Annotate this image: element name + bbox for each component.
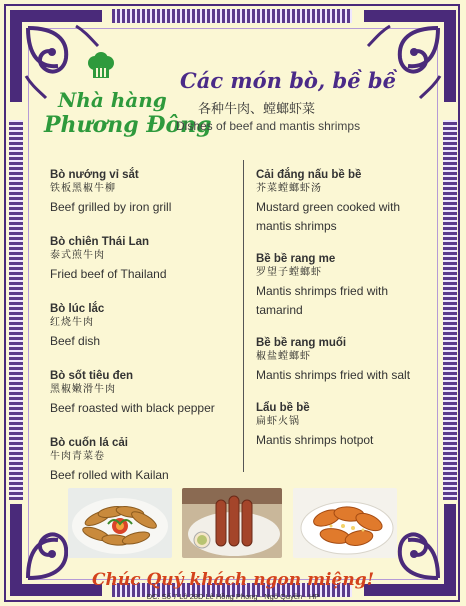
- logo-name-line2: Phương Đông: [44, 112, 212, 138]
- frame-band-left: [9, 120, 23, 500]
- menu-item: [256, 336, 436, 385]
- dish-name-vi: Bề bề rang muối: [256, 337, 347, 349]
- dish-name-zh: 泰式煎牛肉: [50, 250, 105, 261]
- dish-name-vi: Bò chiên Thái Lan: [50, 236, 150, 248]
- dish-name-zh: 椒盐螳螂虾: [256, 351, 311, 362]
- section-title-zh: 各种牛肉、螳螂虾菜: [198, 102, 316, 117]
- dish-name-vi: Bề bề rang me: [256, 253, 336, 265]
- dish-name-en: Fried beef of Thailand: [50, 267, 167, 281]
- dish-name-en-cont: tamarind: [256, 303, 303, 317]
- column-divider: [243, 160, 244, 472]
- menu-item: [50, 235, 240, 284]
- frame-band-top: [112, 9, 352, 23]
- footer-slogan: Chúc Quý khách ngon miệng!: [91, 570, 375, 590]
- dish-name-vi: Bò lúc lắc: [50, 303, 105, 315]
- menu-column-left: [50, 168, 240, 503]
- dish-name-en: Mustard green cooked with: [256, 200, 401, 214]
- dish-name-en: Beef dish: [50, 334, 101, 348]
- dish-name-zh: 铁板黑椒牛柳: [50, 183, 116, 194]
- dish-name-en: Beef rolled with Kailan: [50, 468, 169, 482]
- dish-name-zh: 牛肉青菜卷: [50, 451, 105, 462]
- menu-column-right: [256, 168, 436, 466]
- menu-item: [50, 436, 240, 485]
- dish-name-vi: Bò cuốn lá cải: [50, 437, 128, 449]
- dish-name-vi: Cải đắng nấu bề bề: [256, 169, 362, 181]
- frame-band-right: [443, 120, 457, 500]
- dish-name-zh: 黑椒嫩滑牛肉: [50, 384, 116, 395]
- dish-name-en: Mantis shrimps fried with salt: [256, 368, 411, 382]
- dish-name-en-cont: mantis shrimps: [256, 219, 337, 233]
- menu-item: [50, 302, 240, 351]
- dish-photo-salted-shrimps: [293, 488, 397, 558]
- dish-name-en: Mantis shrimps fried with: [256, 284, 389, 298]
- menu-item: [50, 369, 240, 418]
- dish-name-zh: 芥菜螳螂虾汤: [256, 183, 322, 194]
- dish-name-zh: 红烧牛肉: [50, 317, 94, 328]
- restaurant-logo: [42, 52, 212, 142]
- menu-item: [256, 401, 436, 450]
- section-title-vi: Các món bò, bề bề: [180, 68, 396, 93]
- menu-item: [256, 168, 436, 236]
- dish-photo-shrimp-plate: [182, 488, 282, 558]
- dish-name-vi: Bò nướng vỉ sắt: [50, 169, 139, 181]
- dish-name-en: Beef grilled by iron grill: [50, 200, 172, 214]
- dish-name-vi: Bò sốt tiêu đen: [50, 370, 134, 382]
- menu-item: [50, 168, 240, 217]
- dish-name-en: Mantis shrimps hotpot: [256, 433, 374, 447]
- dish-name-zh: 扁虾火锅: [256, 416, 300, 427]
- footer-address: ĐC: Số 7 Lô 28D Lê Hồng Phong - Ngô Quyền - HP: [146, 592, 320, 601]
- section-title-en: Dishes of beef and mantis shrimps: [176, 119, 361, 133]
- menu-item: [256, 252, 436, 320]
- dish-name-zh: 罗望子螳螂虾: [256, 267, 322, 278]
- logo-name-line1: Nhà hàng: [58, 88, 167, 112]
- chef-hat-icon: [86, 52, 116, 82]
- dish-photo-fried-shrimps: [68, 488, 172, 558]
- dish-name-en: Beef roasted with black pepper: [50, 401, 215, 415]
- dish-name-vi: Lẩu bề bề: [256, 402, 310, 414]
